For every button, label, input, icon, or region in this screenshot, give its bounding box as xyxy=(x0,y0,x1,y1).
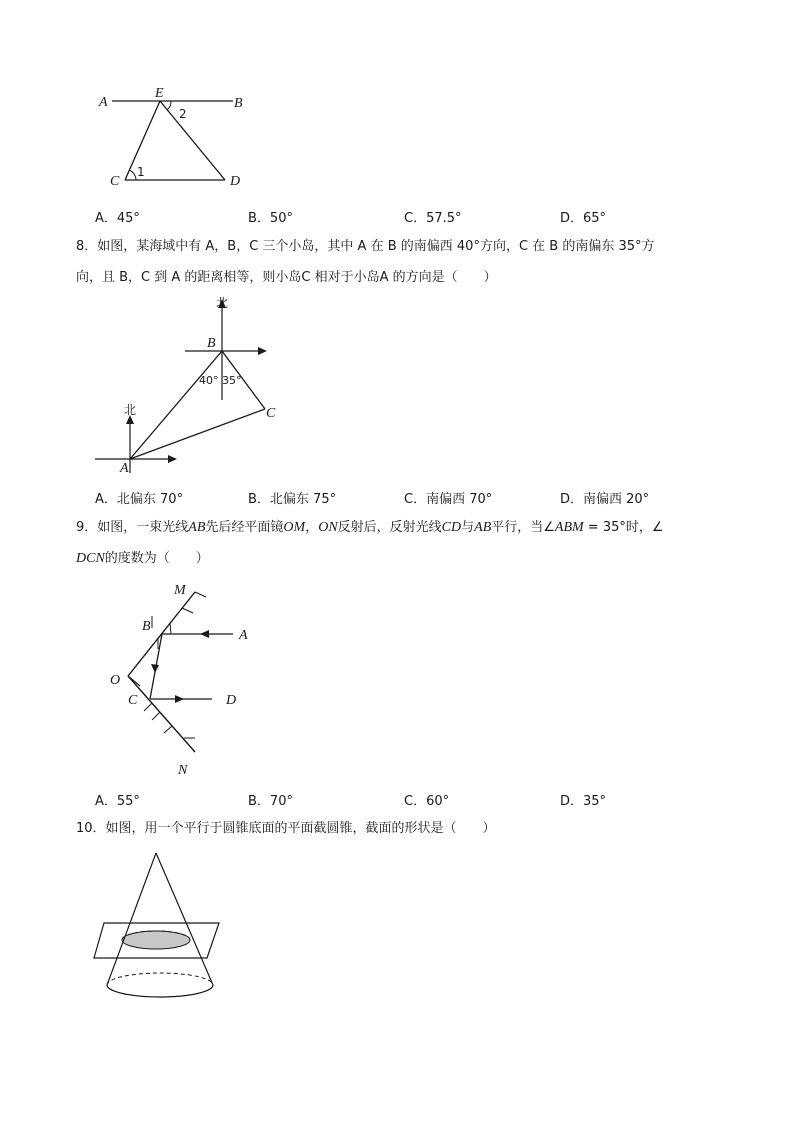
q9-option-b[interactable]: B．70° xyxy=(248,794,293,809)
q9-option-a[interactable]: A．55° xyxy=(95,794,140,809)
mirror-on xyxy=(128,676,195,752)
q9-text-line2: DCN的度数为（ ） xyxy=(76,551,209,566)
figure-q10-cone-section xyxy=(90,848,230,1008)
q8-option-a[interactable]: A．北偏东 70° xyxy=(95,492,184,507)
label-b: B xyxy=(207,336,216,351)
q8-option-c[interactable]: C．南偏西 70° xyxy=(404,492,493,507)
ray-ab-arrowhead xyxy=(200,630,209,638)
label-angle-35: 35° xyxy=(222,374,242,387)
mirror-om-hatching xyxy=(152,592,206,649)
label-d: D xyxy=(226,693,237,708)
q8-text-line1: 8．如图，某海域中有 A，B，C 三个小岛，其中 A 在 B 的南偏西 40°方向，C 在 B 的南偏东 35°方 xyxy=(76,239,655,254)
mirror-vertex-stub xyxy=(128,676,140,686)
q8-option-d[interactable]: D．南偏西 20° xyxy=(560,492,650,507)
segment-ab xyxy=(130,351,222,459)
label-angle-40: 40° xyxy=(199,374,219,387)
label-c: C xyxy=(110,174,120,189)
label-o: O xyxy=(110,673,121,688)
angle-1-arc xyxy=(129,170,136,180)
q7-option-c[interactable]: C．57.5° xyxy=(404,211,462,226)
figure-q8-islands xyxy=(90,293,290,483)
segment-ac xyxy=(130,409,265,459)
label-a: A xyxy=(120,461,129,476)
ray-bc-arrowhead xyxy=(151,664,159,673)
cone-base-front xyxy=(107,985,213,997)
label-e: E xyxy=(155,86,164,101)
q8-option-b[interactable]: B．北偏东 75° xyxy=(248,492,337,507)
q9-option-c[interactable]: C．60° xyxy=(404,794,450,809)
q7-option-d[interactable]: D．65° xyxy=(560,211,607,226)
q7-option-b[interactable]: B．50° xyxy=(248,211,293,226)
ray-cd-arrowhead xyxy=(175,695,184,703)
label-d: D xyxy=(230,174,241,189)
segment-ed xyxy=(160,101,225,180)
label-c: C xyxy=(266,406,276,421)
label-angle-1: 1 xyxy=(137,165,145,179)
cross-section-ellipse xyxy=(122,931,190,949)
label-c: C xyxy=(128,693,138,708)
label-a: A xyxy=(239,628,248,643)
angle-2-arc xyxy=(167,101,171,110)
q9-text-line1: 9．如图，一束光线AB先后经平面镜OM，ON反射后，反射光线CD与AB平行，当∠ABM = 35°时，∠ xyxy=(76,520,664,535)
label-a: A xyxy=(99,95,108,110)
east-arrowhead-a xyxy=(168,455,177,463)
figure-q7-triangle xyxy=(90,85,260,195)
q10-text: 10．如图，用一个平行于圆锥底面的平面截圆锥，截面的形状是（ ） xyxy=(76,821,496,836)
q9-option-d[interactable]: D．35° xyxy=(560,794,607,809)
q7-option-a[interactable]: A．45° xyxy=(95,211,140,226)
label-m: M xyxy=(174,583,186,598)
label-b: B xyxy=(234,96,243,111)
label-b: B xyxy=(142,619,151,634)
label-n: N xyxy=(178,763,188,778)
cone-left-side xyxy=(107,853,156,985)
label-north-left: 北 xyxy=(124,403,137,417)
mirror-on-hatching xyxy=(144,703,195,738)
cone-right-side xyxy=(156,853,213,985)
q8-text-line2: 向，且 B，C 到 A 的距离相等，则小岛C 相对于小岛A 的方向是（ ） xyxy=(76,270,497,285)
east-arrowhead-b xyxy=(258,347,267,355)
figure-q9-mirrors xyxy=(100,578,270,783)
cone-base-back xyxy=(107,973,213,985)
label-north-top: 北 xyxy=(216,296,229,310)
label-angle-2: 2 xyxy=(179,107,187,121)
